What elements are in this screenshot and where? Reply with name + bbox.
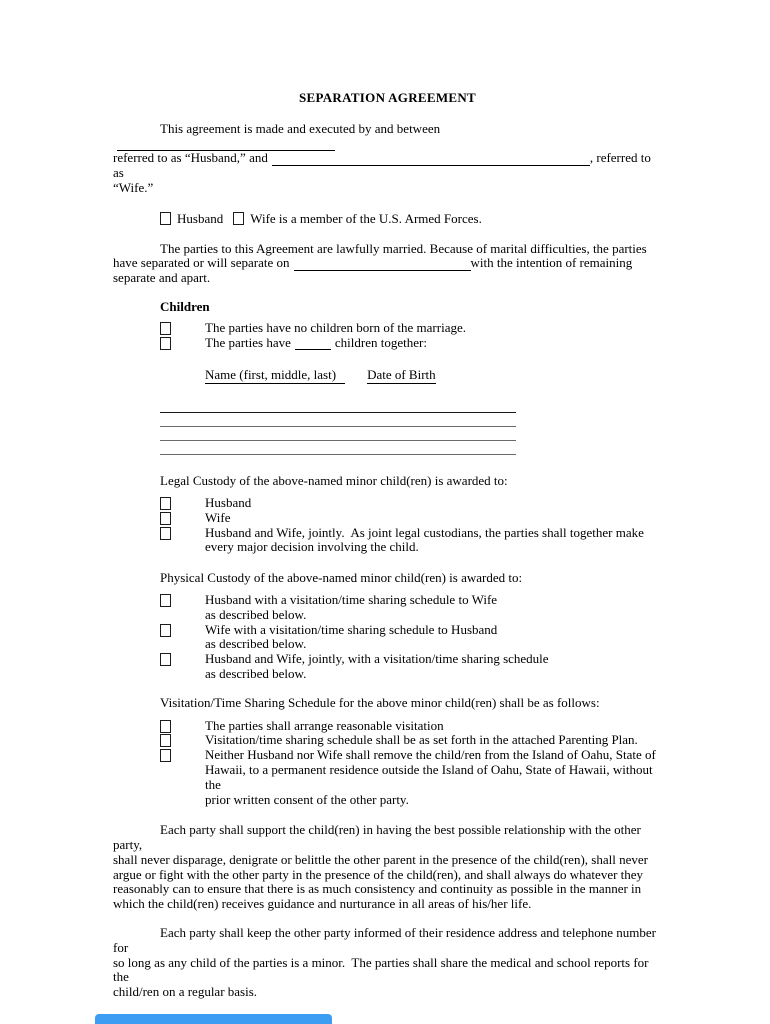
children-table-header — [205, 368, 662, 384]
visitation-option-reasonable — [113, 719, 662, 734]
visitation-options — [113, 719, 662, 808]
inform-paragraph — [113, 926, 662, 1000]
visitation-no-removal-line-2: Hawaii, to a permanent residence outside the Island of Oahu, State of Hawaii, without the — [205, 761, 656, 792]
physical-wife-checkbox[interactable] — [160, 624, 171, 637]
option-no-children — [113, 321, 662, 336]
child-name-line[interactable] — [160, 441, 516, 455]
child-name-line[interactable] — [160, 399, 516, 413]
document-title: SEPARATION AGREEMENT — [298, 90, 477, 105]
dob-column-header: Date of Birth — [367, 367, 436, 383]
husband-armed-forces-label: Husband — [177, 210, 224, 226]
legal-option-joint — [113, 526, 662, 556]
physical-custody-options — [113, 593, 662, 682]
legal-option-husband — [113, 496, 662, 511]
visitation-no-removal-line-1: Neither Husband nor Wife shall remove the child/ren from the Island of Oahu, State of — [205, 747, 656, 763]
wife-armed-forces-checkbox[interactable] — [233, 212, 244, 225]
no-children-label: The parties have no children born of the marriage. — [205, 319, 466, 335]
support-line-4: reasonably can to ensure that there is as much consistency and continuity as possible in the manner in — [113, 881, 642, 897]
have-children-post: children together: — [334, 334, 427, 350]
physical-joint-checkbox[interactable] — [160, 653, 171, 666]
legal-wife-label: Wife — [205, 509, 231, 525]
visitation-reasonable-label: The parties shall arrange reasonable visitation — [205, 717, 444, 733]
physical-wife-line-1: Wife with a visitation/time sharing schedule to Husband — [205, 621, 498, 637]
legal-option-wife — [113, 511, 662, 526]
wife-armed-forces-label: Wife is a member of the U.S. Armed Forces. — [250, 210, 482, 226]
separation-paragraph — [113, 242, 662, 286]
no-children-checkbox[interactable] — [160, 322, 171, 335]
visitation-reasonable-checkbox[interactable] — [160, 720, 171, 733]
legal-custody-options — [113, 496, 662, 555]
legal-joint-line-1: Husband and Wife, jointly. As joint legal custodians, the parties shall together make — [205, 524, 644, 540]
legal-joint-line-2: every major decision involving the child. — [205, 539, 419, 555]
have-children-checkbox[interactable] — [160, 337, 171, 350]
support-line-2: shall never disparage, denigrate or belittle the other parent in the presence of the child(ren), shall never — [113, 851, 648, 867]
physical-husband-line-2: as described below. — [205, 606, 307, 622]
blank-children-count[interactable] — [295, 338, 331, 350]
child-name-line[interactable] — [160, 427, 516, 441]
visitation-option-no-removal — [113, 748, 662, 807]
have-children-pre: The parties have — [205, 334, 291, 350]
legal-joint-checkbox[interactable] — [160, 527, 171, 540]
physical-husband-line-1: Husband with a visitation/time sharing schedule to Wife — [205, 591, 498, 607]
have-children-label — [205, 336, 662, 351]
child-name-line[interactable] — [160, 413, 516, 427]
intro-line-3: “Wife.” — [113, 179, 154, 195]
inform-line-1: Each party shall keep the other party informed of their residence address and telephone number for — [113, 925, 660, 955]
name-column-header: Name (first, middle, last) — [205, 368, 345, 384]
legal-wife-checkbox[interactable] — [160, 512, 171, 525]
highlight-bar[interactable] — [95, 1014, 332, 1024]
blank-wife-name[interactable] — [272, 154, 590, 166]
armed-forces-line — [160, 212, 662, 227]
support-line-5: which the child(ren) receives guidance and nurturance in all areas of his/her life. — [113, 896, 532, 912]
visitation-no-removal-checkbox[interactable] — [160, 749, 171, 762]
legal-husband-label: Husband — [205, 494, 252, 510]
physical-option-joint — [113, 652, 662, 682]
separation-line-2 — [113, 256, 662, 271]
physical-custody-heading: Physical Custody of the above-named minor child(ren) is awarded to: — [160, 570, 523, 586]
option-have-children — [113, 336, 662, 351]
separation-line-2-post: with the intention of remaining — [470, 255, 633, 271]
visitation-parenting-plan-label: Visitation/time sharing schedule shall be as set forth in the attached Parenting Plan. — [205, 732, 638, 748]
husband-armed-forces-checkbox[interactable] — [160, 212, 171, 225]
physical-joint-line-1: Husband and Wife, jointly, with a visitation/time sharing schedule — [205, 651, 549, 667]
physical-option-husband — [113, 593, 662, 623]
intro-line-2 — [113, 151, 662, 181]
physical-husband-checkbox[interactable] — [160, 594, 171, 607]
children-entry-lines — [113, 399, 662, 455]
separation-line-2-pre: have separated or will separate on — [113, 255, 290, 271]
intro-line-1 — [113, 122, 662, 152]
inform-line-2: so long as any child of the parties is a minor. The parties shall share the medical and school reports for the — [113, 954, 652, 985]
support-line-1: Each party shall support the child(ren) in having the best possible relationship with the other party, — [113, 822, 645, 853]
legal-custody-heading: Legal Custody of the above-named minor child(ren) is awarded to: — [160, 473, 508, 489]
visitation-no-removal-line-3: prior written consent of the other party. — [205, 791, 409, 807]
support-line-3: argue or fight with the other party in the presence of the child(ren), and shall always do whatever they — [113, 866, 644, 882]
physical-joint-line-2: as described below. — [205, 665, 307, 681]
legal-husband-checkbox[interactable] — [160, 497, 171, 510]
children-heading: Children — [160, 298, 210, 314]
visitation-parenting-plan-checkbox[interactable] — [160, 734, 171, 747]
intro-line-2-tail: , referred to as — [113, 150, 655, 181]
inform-line-3: child/ren on a regular basis. — [113, 984, 258, 1000]
separation-line-1: The parties to this Agreement are lawfully married. Because of marital difficulties, the parties — [160, 240, 647, 256]
intro-paragraph — [113, 122, 662, 196]
physical-option-wife — [113, 623, 662, 653]
visitation-heading: Visitation/Time Sharing Schedule for the above minor child(ren) shall be as follows: — [160, 694, 600, 710]
intro-line-2-text: referred to as “Husband,” and — [113, 150, 268, 166]
visitation-option-parenting-plan — [113, 733, 662, 748]
intro-line-1-text: This agreement is made and executed by and between — [160, 120, 441, 136]
separation-line-3: separate and apart. — [113, 270, 211, 286]
blank-separation-date[interactable] — [294, 259, 471, 271]
support-paragraph — [113, 823, 662, 912]
children-options — [113, 321, 662, 351]
physical-wife-line-2: as described below. — [205, 636, 307, 652]
